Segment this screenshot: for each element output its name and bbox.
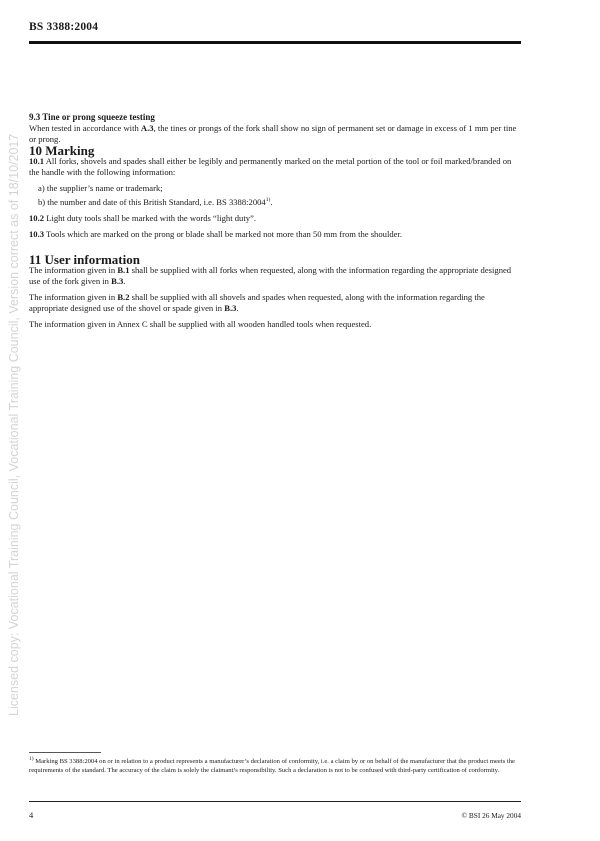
list-item-b <box>29 197 521 208</box>
footnote-separator <box>29 752 101 753</box>
heading-11-user-information: 11 User information <box>29 252 140 267</box>
paragraph-11-2 <box>29 292 521 314</box>
clause-ref-b2: B.2 <box>117 292 130 302</box>
clause-number: 10.3 <box>29 229 45 239</box>
clause-10-3 <box>29 229 521 240</box>
text: When tested in accordance with <box>29 123 141 133</box>
license-watermark: Licensed copy: Vocational Training Council, Vocational Training Council, Version correct as of 18/10/2017 <box>7 133 21 716</box>
header-rule <box>29 41 521 44</box>
clause-ref-a3: A.3 <box>140 123 154 133</box>
page-number: 4 <box>29 810 34 820</box>
clause-ref-b3: B.3 <box>111 276 124 286</box>
footnote <box>29 757 521 775</box>
footnote-reference: 1) <box>265 197 271 204</box>
page-body <box>29 112 521 335</box>
clause-10-2 <box>29 213 521 224</box>
paragraph-9-3 <box>29 123 521 145</box>
text: Tools which are marked on the prong or blade shall be marked not more than 50 mm from the shoulder. <box>44 229 402 239</box>
paragraph-11-1 <box>29 265 521 287</box>
footer-rule <box>29 801 521 802</box>
text: shall be supplied with all shovels and spades when requested, along with the information regarding the appropriate designed use of the shovel or spade given in <box>29 292 485 313</box>
clause-number: 10.1 <box>29 156 45 166</box>
list-item-a: a) the supplier’s name or trademark; <box>38 183 163 193</box>
paragraph-11-3: The information given in Annex C shall be supplied with all wooden handled tools when requested. <box>29 319 372 329</box>
text: . <box>236 303 239 313</box>
heading-9-3: 9.3 Tine or prong squeeze testing <box>29 112 155 122</box>
text: Light duty tools shall be marked with the words “light duty”. <box>44 213 256 223</box>
standard-identifier: BS 3388:2004 <box>29 21 99 33</box>
text: . <box>123 276 126 286</box>
text: , the tines or prongs of the fork shall show no sign of permanent set or damage in excess of 1 mm per tine or prong. <box>29 123 517 144</box>
text: All forks, shovels and spades shall either be legibly and permanently marked on the metal portion of the tool or foil marked/branded on the handle with the following information: <box>29 156 512 177</box>
footnote-text: Marking BS 3388:2004 on or in relation to a product represents a manufacturer’s declaration of conformity, i.e. a claim by or on behalf of the manufacturer that the product meets the requirements of the standard. The accuracy of the claim is solely the claimant’s responsibility. Such a declaration is not to be confused with third-party certification of conformity. <box>29 758 515 774</box>
text: . <box>270 197 273 207</box>
text: shall be supplied with all forks when requested, along with the information regarding the appropriate designed use of the fork given in <box>29 265 512 286</box>
text: The information given in <box>29 265 118 275</box>
clause-10-1 <box>29 156 521 178</box>
footnote-marker: 1) <box>29 755 34 762</box>
text: The information given in <box>29 292 118 302</box>
copyright-notice: © BSI 26 May 2004 <box>461 811 521 820</box>
clause-number: 10.2 <box>29 213 45 223</box>
clause-ref-b1: B.1 <box>117 265 130 275</box>
clause-ref-b3: B.3 <box>224 303 237 313</box>
heading-10-marking: 10 Marking <box>29 143 95 158</box>
text: b) the number and date of this British Standard, i.e. BS 3388:2004 <box>38 197 266 207</box>
